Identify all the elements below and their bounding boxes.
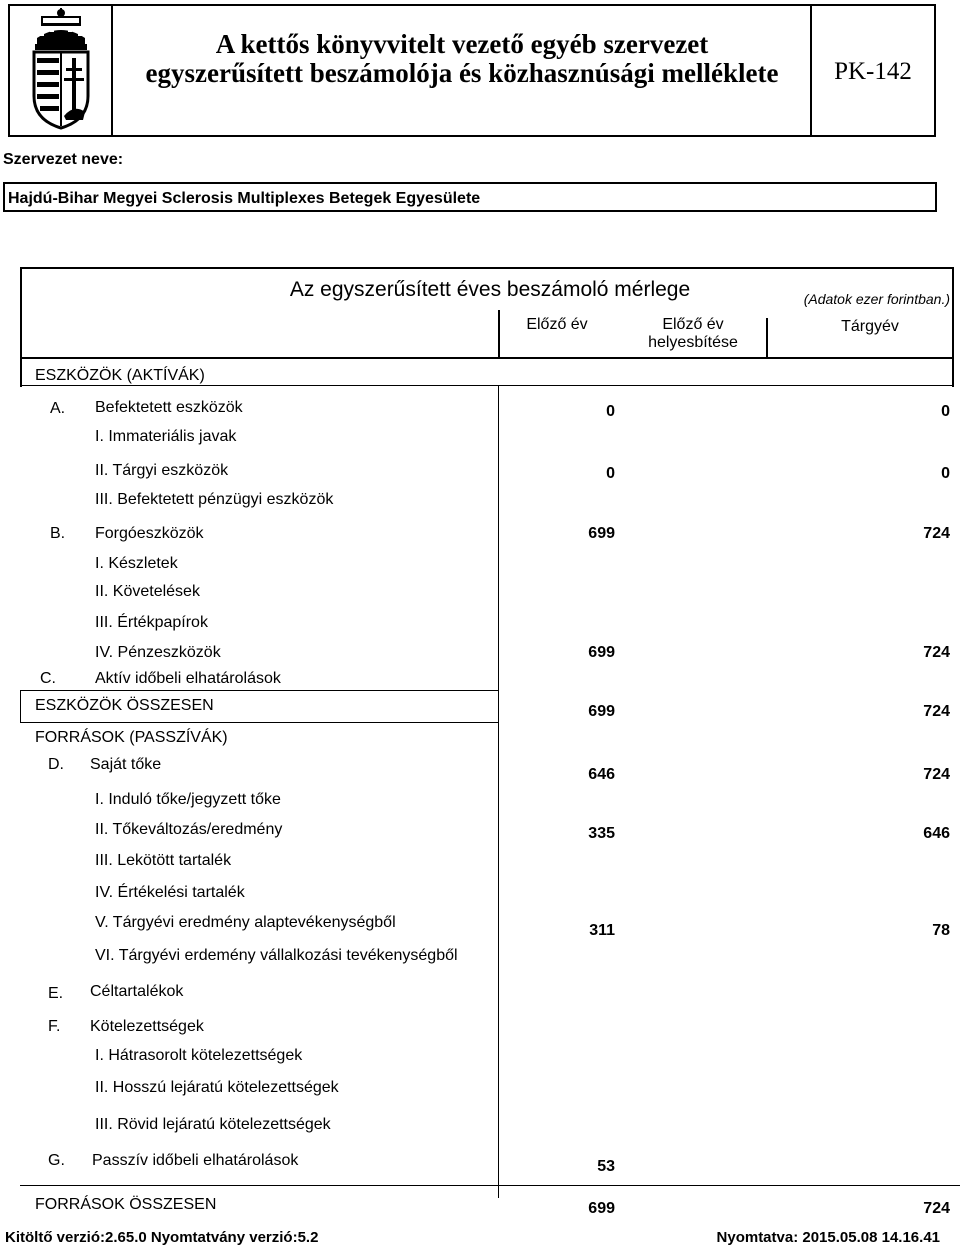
value-curr-b: 724 bbox=[923, 525, 950, 542]
value-prev-b: 699 bbox=[588, 525, 615, 542]
col-header-prev-year: Előző év bbox=[526, 316, 588, 333]
value-prev-a-ii: 0 bbox=[606, 465, 615, 482]
row-label: Passzív időbeli elhatárolások bbox=[92, 1152, 299, 1169]
value-prev-liabilities-total: 699 bbox=[588, 1200, 615, 1217]
row-d-label bbox=[90, 756, 161, 774]
row-code: F. bbox=[48, 1018, 61, 1035]
value-curr-d-ii: 646 bbox=[923, 825, 950, 842]
form-title bbox=[112, 30, 812, 88]
row-label: I. Hátrasorolt kötelezettségek bbox=[95, 1047, 303, 1064]
row-e-label bbox=[90, 983, 183, 1001]
col-header-prev-year-correction bbox=[628, 316, 758, 352]
form-code: PK-142 bbox=[834, 58, 912, 85]
row-label: FORRÁSOK ÖSSZESEN bbox=[35, 1196, 217, 1213]
row-f-ii bbox=[95, 1079, 339, 1097]
row-label: I. Készletek bbox=[95, 555, 178, 572]
row-assets-header bbox=[35, 367, 205, 385]
row-label: ESZKÖZÖK (AKTÍVÁK) bbox=[35, 367, 205, 384]
row-code: A. bbox=[50, 400, 66, 417]
row-label: FORRÁSOK (PASSZÍVÁK) bbox=[35, 729, 228, 746]
row-c-label bbox=[95, 670, 281, 688]
row-label: V. Tárgyévi eredmény alaptevékenységből bbox=[95, 914, 396, 931]
row-b-i bbox=[95, 555, 178, 573]
value-prev-g: 53 bbox=[597, 1158, 615, 1175]
row-d-vi bbox=[95, 947, 458, 965]
row-label: Befektetett eszközök bbox=[95, 399, 243, 416]
row-b-iii bbox=[95, 614, 208, 632]
org-name-label: Szervezet neve: bbox=[3, 151, 124, 168]
row-code: E. bbox=[48, 985, 64, 1002]
form-title-line-2: egyszerűsített beszámolója és közhasznúsági melléklete bbox=[145, 58, 779, 88]
balance-sheet-title: Az egyszerűsített éves beszámoló mérlege bbox=[289, 278, 691, 301]
row-label: II. Tőkeváltozás/eredmény bbox=[95, 821, 283, 838]
value-prev-a: 0 bbox=[606, 403, 615, 420]
row-b-current-assets bbox=[50, 525, 65, 543]
row-d-ii bbox=[95, 821, 282, 839]
row-f-code bbox=[48, 1018, 60, 1036]
row-label: II. Hosszú lejáratú kötelezettségek bbox=[95, 1079, 339, 1096]
row-label: III. Befektetett pénzügyi eszközök bbox=[95, 491, 334, 508]
row-label: Aktív időbeli elhatárolások bbox=[95, 670, 281, 687]
col-header-correction-line-1: Előző év bbox=[662, 316, 724, 333]
value-curr-d: 724 bbox=[923, 766, 950, 783]
value-curr-a: 0 bbox=[941, 403, 950, 420]
value-prev-d-ii: 335 bbox=[588, 825, 615, 842]
row-label: Kötelezettségek bbox=[90, 1018, 204, 1035]
row-label: IV. Pénzeszközök bbox=[95, 644, 221, 661]
row-f-iii bbox=[95, 1116, 331, 1134]
row-assets-total bbox=[35, 697, 214, 715]
row-label: I. Induló tőke/jegyzett tőke bbox=[95, 791, 281, 808]
row-f-i bbox=[95, 1047, 302, 1065]
value-prev-d: 646 bbox=[588, 766, 615, 783]
row-label: IV. Értékelési tartalék bbox=[95, 884, 245, 901]
row-code: G. bbox=[48, 1152, 65, 1169]
row-label: II. Követelések bbox=[95, 583, 200, 600]
row-g-label bbox=[92, 1152, 298, 1170]
value-curr-b-iv: 724 bbox=[923, 644, 950, 661]
row-d-i bbox=[95, 791, 281, 809]
value-prev-assets-total: 699 bbox=[588, 703, 615, 720]
footer-printed: Nyomtatva: 2015.05.08 14.16.41 bbox=[716, 1229, 940, 1246]
row-a-i bbox=[95, 428, 236, 446]
row-code: C. bbox=[40, 670, 56, 687]
col-header-current-year: Tárgyév bbox=[841, 318, 899, 335]
row-a-iii bbox=[95, 491, 333, 509]
value-curr-d-v: 78 bbox=[932, 922, 950, 939]
org-name-field: Hajdú-Bihar Megyei Sclerosis Multiplexes Betegek Egyesülete bbox=[8, 190, 481, 207]
row-g-code bbox=[48, 1152, 65, 1170]
value-curr-liabilities-total: 724 bbox=[923, 1200, 950, 1217]
row-label: ESZKÖZÖK ÖSSZESEN bbox=[35, 697, 214, 714]
row-label: Céltartalékok bbox=[90, 983, 184, 1000]
value-prev-d-v: 311 bbox=[589, 922, 615, 939]
row-label: VI. Tárgyévi erdemény vállalkozási tevékenységből bbox=[95, 947, 458, 964]
row-d-code bbox=[48, 756, 64, 774]
row-e-code bbox=[48, 985, 63, 1003]
row-label: III. Rövid lejáratú kötelezettségek bbox=[95, 1116, 331, 1133]
row-a-ii bbox=[95, 462, 228, 480]
row-label: I. Immateriális javak bbox=[95, 428, 237, 445]
row-label: II. Tárgyi eszközök bbox=[95, 462, 229, 479]
row-f-label bbox=[90, 1018, 204, 1036]
unit-note: (Adatok ezer forintban.) bbox=[803, 291, 950, 307]
footer-version: Kitöltő verzió:2.65.0 Nyomtatvány verzió:5.2 bbox=[5, 1229, 319, 1246]
row-label: Forgóeszközök bbox=[95, 525, 204, 542]
row-label: Saját tőke bbox=[90, 756, 162, 773]
row-liabilities-header bbox=[35, 729, 228, 747]
row-b-iv bbox=[95, 644, 221, 662]
value-curr-a-ii: 0 bbox=[941, 465, 950, 482]
form-title-line-1: A kettős könyvvitelt vezető egyéb szervezet bbox=[215, 29, 709, 59]
row-label: III. Lekötött tartalék bbox=[95, 852, 232, 869]
row-code: B. bbox=[50, 525, 66, 542]
value-curr-assets-total: 724 bbox=[923, 703, 950, 720]
row-liabilities-total bbox=[35, 1196, 216, 1214]
row-d-v bbox=[95, 914, 396, 932]
row-b-ii bbox=[95, 583, 200, 601]
row-b-label bbox=[95, 525, 204, 543]
row-d-iii bbox=[95, 852, 231, 870]
value-prev-b-iv: 699 bbox=[588, 644, 615, 661]
row-code: D. bbox=[48, 756, 64, 773]
row-d-iv bbox=[95, 884, 245, 902]
row-a-fixed-assets bbox=[50, 400, 65, 418]
coat-of-arms-emblem bbox=[28, 8, 94, 132]
col-header-correction-line-2: helyesbítése bbox=[648, 334, 738, 351]
row-a-label bbox=[95, 399, 243, 417]
row-c-code bbox=[40, 670, 56, 688]
row-label: III. Értékpapírok bbox=[95, 614, 208, 631]
